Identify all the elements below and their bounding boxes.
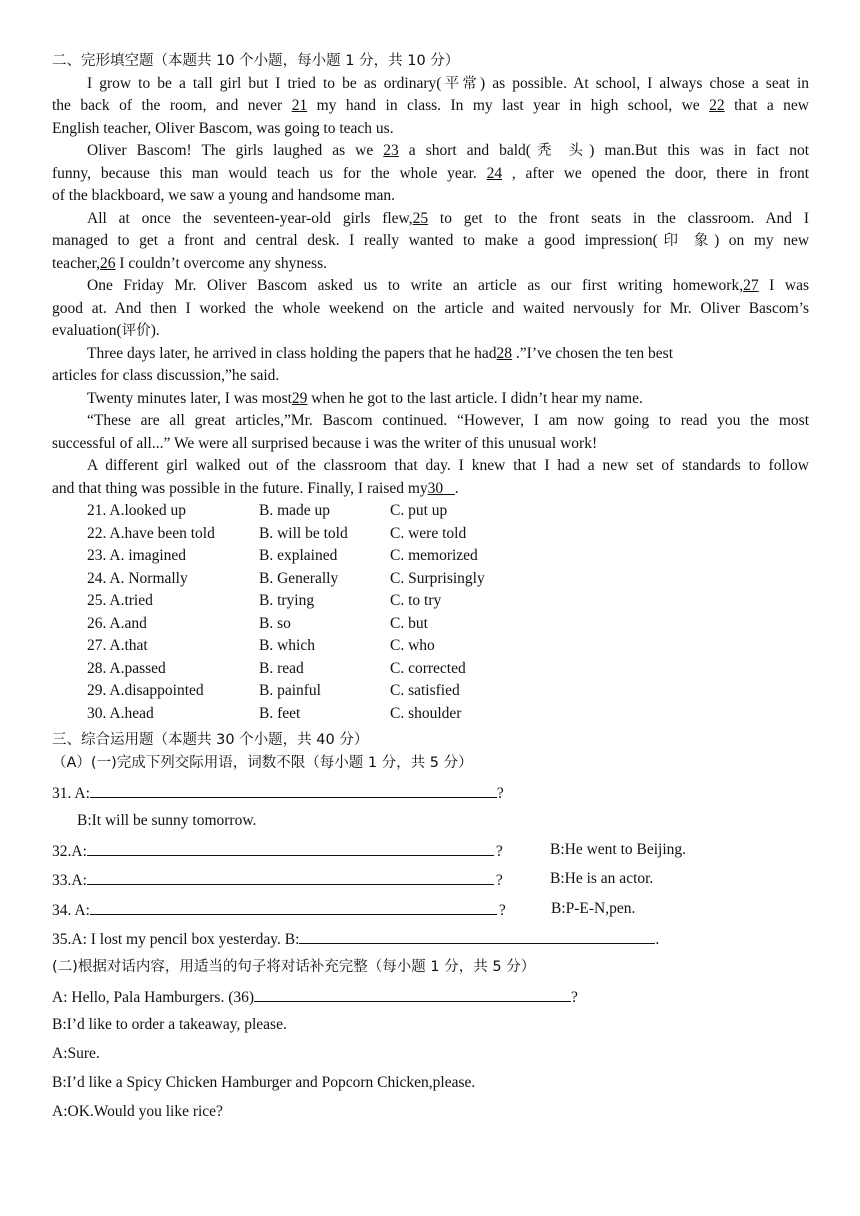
section3-heading: 三、综合运用题（本题共 30 个小题，共 40 分） [52, 732, 369, 748]
option-c[interactable]: C. put up [390, 502, 448, 519]
option-row [52, 703, 809, 726]
text: funny, because this man would teach us for the whole year. [52, 164, 487, 182]
dialog-line1 [52, 984, 578, 1008]
q34-line [52, 897, 506, 921]
text: ). [150, 322, 160, 339]
text: Three days later, he arrived in class holding the papers that he had [87, 344, 497, 362]
dialog-line4: B:I’d like a Spicy Chicken Hamburger and Popcorn Chicken,please. [52, 1074, 476, 1091]
blank-22: 22 [709, 97, 725, 114]
option-b[interactable]: B. made up [259, 502, 331, 519]
chinese-gloss: 评价 [121, 323, 151, 339]
option-a[interactable]: 22. A.have been told [87, 524, 215, 542]
option-a[interactable]: 30. A.head [87, 704, 154, 722]
qmark: ? [498, 902, 506, 919]
q32-answer-blank[interactable] [87, 838, 494, 856]
option-a[interactable]: 27. A.that [87, 637, 148, 654]
qmark: ? [495, 872, 503, 889]
part2-heading: (二)根据对话内容，用适当的句子将对话补充完整（每小题 1 分，共 5 分） [52, 959, 536, 975]
blank-21: 21 [291, 97, 308, 114]
q32-label: 32.A: [52, 843, 87, 860]
option-row [52, 545, 809, 568]
text: ) as possible. At school, I always chose a seat in [480, 74, 810, 92]
q33-reply: B:He is an actor. [550, 870, 654, 887]
blank-23: 23 [383, 142, 399, 159]
option-c[interactable]: C. Surprisingly [390, 569, 485, 587]
option-b[interactable]: B. read [259, 659, 304, 677]
option-a[interactable]: 26. A.and [87, 614, 147, 632]
q31-answer-blank[interactable] [90, 780, 497, 798]
cloze-p5-line1 [52, 343, 809, 366]
cloze-p7-line2: successful of all...” We were all surprised because i was the writer of this unusual work! [52, 434, 598, 452]
option-b[interactable]: B. trying [259, 592, 315, 609]
cloze-p1-line2 [52, 95, 809, 118]
cloze-p3-line1 [52, 208, 809, 231]
cloze-p2-line2 [52, 163, 809, 186]
q34-label: 34. A: [52, 902, 90, 919]
q32-line [52, 838, 503, 862]
q34-answer-blank[interactable] [90, 897, 497, 915]
text: ) man.But this was in fact not [589, 142, 810, 159]
cloze-p7-line1: “These are all great articles,”Mr. Bascom continued. “However, I am now going to read you the most [87, 412, 809, 429]
options-list [52, 500, 809, 725]
blank-30: 30 _ [427, 479, 455, 497]
option-a[interactable]: 25. A.tried [87, 592, 153, 609]
text: when he got to the last article. I didn’t hear my name. [307, 389, 643, 407]
text: One Friday Mr. Oliver Bascom asked us to write an article as our first writing homework, [87, 277, 744, 294]
q33-answer-blank[interactable] [87, 867, 494, 885]
cloze-p5-line2: articles for class discussion,”he said. [52, 367, 280, 384]
option-row [52, 658, 809, 681]
option-c[interactable]: C. satisfied [390, 682, 460, 699]
cloze-section [52, 50, 809, 725]
blank-24: 24 [486, 164, 503, 182]
cloze-p8-line1: A different girl walked out of the classroom that day. I knew that I had a new set of standards to follow [87, 457, 809, 474]
text: I was [758, 277, 809, 294]
option-c[interactable]: C. who [390, 637, 435, 654]
cloze-p6-line1 [52, 388, 809, 411]
option-row [52, 680, 809, 703]
text: Oliver Bascom! The girls laughed as we [87, 142, 374, 159]
q31-line [52, 780, 504, 804]
text: . [454, 479, 459, 497]
text: a short and bald( [398, 142, 531, 159]
option-row [52, 568, 809, 591]
text: ) on my new [714, 232, 810, 249]
dialog-line3: A:Sure. [52, 1045, 100, 1062]
q36-answer-blank[interactable] [254, 984, 571, 1002]
option-a[interactable]: 28. A.passed [87, 659, 166, 677]
cloze-p4-line2: good at. And then I worked the whole weekend on the article and waited nervously for Mr. Oliver Bascom’s [52, 299, 809, 317]
option-b[interactable]: B. will be told [259, 524, 348, 542]
option-row [52, 523, 809, 546]
q31-label: 31. A: [52, 785, 90, 802]
text: Twenty minutes later, I was most [87, 389, 292, 407]
option-b[interactable]: B. painful [259, 682, 321, 699]
dialog-line5: A:OK.Would you like rice? [52, 1103, 223, 1120]
partA-heading: （A）(一)完成下列交际用语，词数不限（每小题 1 分，共 5 分） [52, 755, 473, 771]
blank-26: 26 [100, 254, 116, 272]
cloze-p8-line2 [52, 478, 809, 501]
blank-27: 27 [743, 277, 759, 294]
option-row [52, 635, 809, 658]
option-c[interactable]: C. memorized [390, 547, 478, 564]
option-c[interactable]: C. shoulder [390, 704, 462, 722]
option-c[interactable]: C. corrected [390, 659, 466, 677]
chinese-gloss: 平常 [441, 75, 481, 92]
option-b[interactable]: B. which [259, 637, 315, 654]
text: , after we opened the door, there in front [502, 164, 810, 182]
blank-25: 25 [412, 209, 429, 227]
option-b[interactable]: B. Generally [259, 569, 339, 587]
option-a[interactable]: 23. A. imagined [87, 547, 187, 564]
cloze-heading: 二、完形填空题（本题共 10 个小题，每小题 1 分，共 10 分） [52, 53, 460, 69]
cloze-p4-line1 [52, 275, 809, 298]
option-row [52, 590, 809, 613]
text: evaluation( [52, 322, 122, 339]
text: All at once the seventeen-year-old girls flew, [87, 209, 413, 227]
text: to get to the front seats in the classroom. And I [428, 209, 809, 227]
q34-reply: B:P-E-N,pen. [551, 900, 636, 917]
qmark: ? [495, 843, 503, 860]
text: and that thing was possible in the future. Finally, I raised my [52, 479, 428, 497]
cloze-p3-line2 [52, 230, 809, 253]
q32-reply: B:He went to Beijing. [550, 841, 687, 858]
text: I couldn’t overcome any shyness. [115, 254, 327, 272]
chinese-gloss: 秃 头 [530, 143, 590, 159]
q35-answer-blank[interactable] [299, 926, 655, 944]
blank-29: 29 [291, 389, 308, 407]
option-a[interactable]: 21. A.looked up [87, 502, 187, 519]
blank-28: 28 [496, 344, 513, 362]
text: that a new [724, 97, 809, 114]
q35-label: 35.A: I lost my pencil box yesterday. B: [52, 931, 300, 948]
q35-line [52, 926, 659, 950]
qmark: ? [571, 989, 578, 1006]
text: teacher, [52, 254, 100, 272]
option-c[interactable]: C. were told [390, 524, 467, 542]
option-c[interactable]: C. but [390, 614, 428, 632]
option-a[interactable]: 29. A.disappointed [87, 682, 204, 699]
option-b[interactable]: B. so [259, 614, 291, 632]
cloze-p2-line3: of the blackboard, we saw a young and handsome man. [52, 187, 396, 204]
text: managed to get a front and central desk. I really wanted to make a good impression( [52, 232, 658, 249]
text: my hand in class. In my last year in high school, we [307, 97, 700, 114]
option-row [52, 613, 809, 636]
cloze-p3-line3 [52, 253, 809, 276]
q31-reply: B:It will be sunny tomorrow. [77, 812, 257, 829]
text: the back of the room, and never [52, 97, 283, 114]
cloze-p1-line1 [52, 73, 809, 96]
cloze-p4-line3 [52, 320, 809, 343]
text: .”I’ve chosen the ten best [512, 344, 674, 362]
dialog-line2: B:I’d like to order a takeaway, please. [52, 1016, 287, 1033]
cloze-p2-line1 [52, 140, 809, 163]
cloze-p1-line3: English teacher, Oliver Bascom, was going to teach us. [52, 119, 394, 137]
option-row [52, 500, 809, 523]
q33-line [52, 867, 503, 891]
option-b[interactable]: B. feet [259, 704, 301, 722]
option-c[interactable]: C. to try [390, 592, 442, 609]
chinese-gloss: 印 象 [657, 233, 715, 249]
text: I grow to be a tall girl but I tried to be as ordinary( [87, 74, 442, 92]
option-a[interactable]: 24. A. Normally [87, 569, 188, 587]
period: . [655, 931, 660, 948]
qmark: ? [496, 785, 504, 802]
dialog-text: A: Hello, Pala Hamburgers. (36) [52, 989, 255, 1006]
q33-label: 33.A: [52, 872, 87, 889]
option-b[interactable]: B. explained [259, 547, 338, 564]
